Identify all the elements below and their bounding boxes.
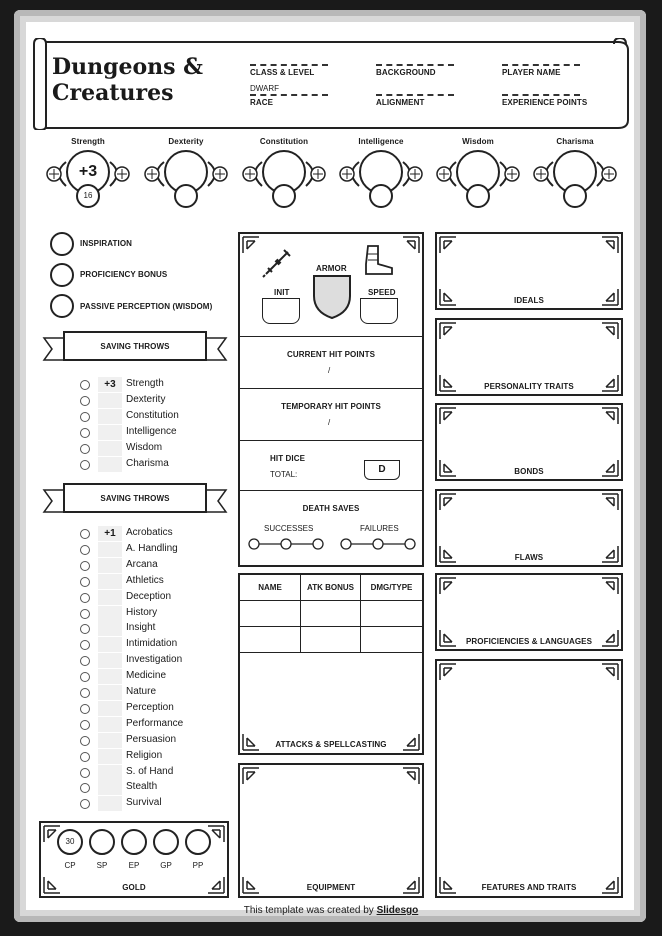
success-circle[interactable] xyxy=(313,539,323,549)
skills-list xyxy=(80,526,260,816)
row-name: Acrobatics xyxy=(126,527,173,538)
corner-ornament xyxy=(601,236,619,254)
background-line xyxy=(376,64,454,66)
ideals-box[interactable] xyxy=(435,232,623,310)
divider xyxy=(240,336,422,337)
title-line-1: Dungeons & xyxy=(52,54,204,80)
proficiency-dot[interactable] xyxy=(80,529,90,539)
row-value[interactable] xyxy=(98,606,122,621)
row-name: History xyxy=(126,606,158,618)
coin-circle[interactable] xyxy=(121,829,147,855)
ideals-title: IDEALS xyxy=(514,296,544,305)
row-value[interactable]: +1 xyxy=(98,526,122,541)
saving-throws-list xyxy=(80,377,260,477)
corner-ornament xyxy=(601,288,619,306)
corner-ornament xyxy=(439,493,457,511)
proficiency-circle[interactable] xyxy=(50,263,74,287)
proficiency-dot[interactable] xyxy=(80,656,90,666)
armor-shield[interactable] xyxy=(312,274,352,320)
corner-ornament xyxy=(439,374,457,392)
row-value[interactable] xyxy=(98,425,122,440)
saving-throws-title: SAVING THROWS xyxy=(100,342,170,351)
skill-row[interactable] xyxy=(80,701,260,717)
player-name-line xyxy=(502,64,580,66)
proficiency-dot[interactable] xyxy=(80,609,90,619)
row-name: Performance xyxy=(126,717,184,729)
ability-1 xyxy=(142,134,230,214)
row-value[interactable] xyxy=(98,749,122,764)
coin-1 xyxy=(89,829,115,873)
row-value[interactable] xyxy=(98,457,122,472)
personality-box[interactable] xyxy=(435,318,623,396)
row-value[interactable] xyxy=(98,574,122,589)
row-name: Dexterity xyxy=(126,394,166,405)
ability-score[interactable] xyxy=(174,184,198,208)
corner-ornament xyxy=(43,876,61,894)
corner-ornament xyxy=(242,876,260,894)
inspiration-label: INSPIRATION xyxy=(80,239,133,248)
row-name: Constitution xyxy=(126,410,179,421)
sheet-title xyxy=(52,54,203,106)
row-value[interactable] xyxy=(98,717,122,732)
skill-row[interactable] xyxy=(80,590,260,606)
skill-row[interactable] xyxy=(80,765,260,781)
row-value[interactable] xyxy=(98,637,122,652)
proficiency-dot[interactable] xyxy=(80,428,90,438)
bonds-title: BONDS xyxy=(514,467,544,476)
corner-ornament xyxy=(439,545,457,563)
proficiency-dot[interactable] xyxy=(80,688,90,698)
speed-label: SPEED xyxy=(368,288,396,297)
speed-box[interactable] xyxy=(360,298,398,324)
flaws-box[interactable] xyxy=(435,489,623,567)
coin-label: EP xyxy=(128,861,140,870)
proficiency-dot[interactable] xyxy=(80,768,90,778)
title-line-2: Creatures xyxy=(52,80,174,106)
proficiency-dot[interactable] xyxy=(80,561,90,571)
bonds-box[interactable] xyxy=(435,403,623,481)
skill-row[interactable] xyxy=(80,637,260,653)
failure-circle[interactable] xyxy=(373,539,383,549)
proficiency-dot[interactable] xyxy=(80,577,90,587)
combat-box xyxy=(238,232,424,567)
background-label: BACKGROUND xyxy=(376,68,436,77)
skill-row[interactable] xyxy=(80,574,260,590)
features-title: FEATURES AND TRAITS xyxy=(481,883,577,892)
proficiency-dot[interactable] xyxy=(80,672,90,682)
proficiency-dot[interactable] xyxy=(80,783,90,793)
row-value[interactable] xyxy=(98,780,122,795)
proficiency-dot[interactable] xyxy=(80,396,90,406)
proficiency-dot[interactable] xyxy=(80,545,90,555)
row-name: Charisma xyxy=(126,458,169,469)
attacks-title: ATTACKS & SPELLCASTING xyxy=(275,740,387,749)
row-name: Insight xyxy=(126,622,156,634)
footer xyxy=(0,905,662,916)
divider xyxy=(240,388,422,389)
row-value[interactable] xyxy=(98,701,122,716)
ability-name: Dexterity xyxy=(168,137,204,146)
temp-hp-label: TEMPORARY HIT POINTS xyxy=(281,402,381,411)
skill-row[interactable] xyxy=(80,669,260,685)
passive-label: PASSIVE PERCEPTION (WISDOM) xyxy=(80,302,213,311)
row-name: S. of Hand xyxy=(126,765,174,777)
row-name: Arcana xyxy=(126,558,158,570)
skill-row[interactable] xyxy=(80,558,260,574)
skills-title: SAVING THROWS xyxy=(100,494,170,503)
proficiency-dot[interactable] xyxy=(80,736,90,746)
corner-ornament xyxy=(439,876,457,894)
corner-ornament xyxy=(439,407,457,425)
row-name: Survival xyxy=(126,797,162,809)
skill-row[interactable] xyxy=(80,780,260,796)
coin-circle[interactable] xyxy=(153,829,179,855)
proficiency-dot[interactable] xyxy=(80,640,90,650)
row-value[interactable] xyxy=(98,669,122,684)
coin-label: GP xyxy=(160,861,172,870)
corner-ornament xyxy=(601,545,619,563)
race-label: RACE xyxy=(250,98,274,107)
coin-3 xyxy=(153,829,179,873)
ability-name: Charisma xyxy=(556,137,594,146)
ability-name: Constitution xyxy=(259,137,309,146)
coin-circle[interactable]: 30 xyxy=(57,829,83,855)
skill-row[interactable] xyxy=(80,542,260,558)
skill-row[interactable] xyxy=(80,606,260,622)
ability-score[interactable] xyxy=(272,184,296,208)
corner-ornament xyxy=(207,825,225,843)
row-name: Intelligence xyxy=(126,426,177,437)
gold-box xyxy=(39,821,229,898)
corner-ornament xyxy=(601,322,619,340)
race-value: DWARF xyxy=(250,84,280,93)
corner-ornament xyxy=(43,825,61,843)
skill-row[interactable] xyxy=(80,685,260,701)
row-value[interactable] xyxy=(98,409,122,424)
ability-2 xyxy=(240,134,328,214)
attack-cell[interactable] xyxy=(361,601,422,627)
armor-label: ARMOR xyxy=(316,264,347,273)
proficiencies-box[interactable] xyxy=(435,573,623,651)
failure-circle[interactable] xyxy=(341,539,351,549)
skill-row[interactable] xyxy=(80,653,260,669)
corner-ornament xyxy=(402,767,420,785)
row-value[interactable] xyxy=(98,685,122,700)
row-name: Intimidation xyxy=(126,638,178,650)
corner-ornament xyxy=(439,663,457,681)
proficiency-dot[interactable] xyxy=(80,444,90,454)
coin-label: CP xyxy=(64,861,76,870)
death-save-tracks xyxy=(240,536,422,552)
row-name: Athletics xyxy=(126,574,164,586)
corner-ornament xyxy=(439,322,457,340)
row-name: Strength xyxy=(126,378,164,389)
alignment-label: ALIGNMENT xyxy=(376,98,425,107)
hit-dice-label: HIT DICE xyxy=(270,454,306,463)
current-hp-slash[interactable]: / xyxy=(328,366,331,375)
corner-ornament xyxy=(207,876,225,894)
inspiration-circle[interactable] xyxy=(50,232,74,256)
corner-ornament xyxy=(601,493,619,511)
init-box[interactable] xyxy=(262,298,300,324)
passive-circle[interactable] xyxy=(50,294,74,318)
death-saves-label: DEATH SAVES xyxy=(302,504,360,513)
row-name: A. Handling xyxy=(126,542,178,554)
corner-ornament xyxy=(439,459,457,477)
player-name-label: PLAYER NAME xyxy=(502,68,561,77)
skill-row[interactable] xyxy=(80,621,260,637)
attack-cell[interactable] xyxy=(240,627,301,653)
experience-line xyxy=(502,94,580,96)
proficiency-dot[interactable] xyxy=(80,720,90,730)
proficiency-dot[interactable] xyxy=(80,752,90,762)
row-value[interactable] xyxy=(98,733,122,748)
corner-ornament xyxy=(601,577,619,595)
row-value[interactable] xyxy=(98,441,122,456)
row-value[interactable] xyxy=(98,765,122,780)
corner-ornament xyxy=(242,767,260,785)
skill-row[interactable] xyxy=(80,749,260,765)
proficiency-dot[interactable] xyxy=(80,412,90,422)
success-circle[interactable] xyxy=(249,539,259,549)
proficiency-label: PROFICIENCY BONUS xyxy=(80,270,168,279)
corner-ornament xyxy=(601,459,619,477)
row-value[interactable] xyxy=(98,542,122,557)
failures-label: FAILURES xyxy=(360,524,399,533)
corner-ornament xyxy=(402,733,420,751)
proficiency-dot[interactable] xyxy=(80,624,90,634)
ability-0 xyxy=(44,134,132,214)
row-name: Nature xyxy=(126,686,157,697)
saving-throw-row[interactable] xyxy=(80,441,260,457)
row-value[interactable]: +3 xyxy=(98,377,122,392)
coin-2 xyxy=(121,829,147,873)
temp-hp-slash[interactable]: / xyxy=(328,418,331,427)
corner-ornament xyxy=(439,288,457,306)
corner-ornament xyxy=(402,876,420,894)
failure-circle[interactable] xyxy=(405,539,415,549)
proficiencies-title: PROFICIENCIES & LANGUAGES xyxy=(465,637,593,646)
skill-row[interactable] xyxy=(80,796,260,812)
experience-label: EXPERIENCE POINTS xyxy=(502,98,588,107)
ability-4 xyxy=(434,134,522,214)
footer-link[interactable]: Slidesgo xyxy=(376,905,419,916)
ability-5 xyxy=(531,134,619,214)
class-level-line xyxy=(250,64,328,66)
row-name: Investigation xyxy=(126,654,183,666)
attack-cell[interactable] xyxy=(361,627,422,653)
personality-title: PERSONALITY TRAITS xyxy=(484,382,574,391)
coin-circle[interactable] xyxy=(89,829,115,855)
attacks-box xyxy=(238,573,424,755)
divider xyxy=(240,440,422,441)
corner-ornament xyxy=(439,577,457,595)
row-value[interactable] xyxy=(98,590,122,605)
row-name: Persuasion xyxy=(126,733,177,745)
attack-cell[interactable] xyxy=(301,627,361,653)
ability-name: Intelligence xyxy=(358,137,404,146)
attack-header-name: NAME xyxy=(240,575,301,601)
footer-text: This template was created by xyxy=(243,905,377,916)
corner-ornament xyxy=(242,733,260,751)
saving-throw-row[interactable] xyxy=(80,457,260,473)
ability-name: Strength xyxy=(71,137,105,146)
attack-header-dmg: DMG/TYPE xyxy=(361,575,422,601)
attack-header-bonus: ATK BONUS xyxy=(301,575,361,601)
coin-label: SP xyxy=(96,861,108,870)
sword-icon xyxy=(262,248,298,278)
class-level-label: CLASS & LEVEL xyxy=(250,68,315,77)
ability-name: Wisdom xyxy=(462,137,494,146)
corner-ornament xyxy=(439,236,457,254)
row-value[interactable] xyxy=(98,796,122,811)
ability-score[interactable] xyxy=(563,184,587,208)
saving-throws-banner xyxy=(40,330,230,366)
divider xyxy=(240,490,422,491)
proficiency-dot[interactable] xyxy=(80,704,90,714)
race-line xyxy=(250,94,328,96)
ability-score[interactable] xyxy=(369,184,393,208)
corner-ornament xyxy=(402,236,420,254)
proficiency-dot[interactable] xyxy=(80,380,90,390)
corner-ornament xyxy=(601,407,619,425)
skill-row[interactable] xyxy=(80,526,260,542)
successes-label: SUCCESSES xyxy=(264,524,314,533)
equipment-box[interactable] xyxy=(238,763,424,898)
row-name: Religion xyxy=(126,749,163,761)
row-name: Deception xyxy=(126,590,172,602)
hit-dice-total: TOTAL: xyxy=(270,470,298,479)
features-box[interactable] xyxy=(435,659,623,898)
ability-3 xyxy=(337,134,425,214)
corner-ornament xyxy=(242,236,260,254)
saving-throw-row[interactable] xyxy=(80,425,260,441)
current-hp-label: CURRENT HIT POINTS xyxy=(286,350,376,359)
corner-ornament xyxy=(439,629,457,647)
row-value[interactable] xyxy=(98,653,122,668)
row-value[interactable] xyxy=(98,558,122,573)
saving-throw-row[interactable] xyxy=(80,409,260,425)
hit-dice-box[interactable]: D xyxy=(364,460,400,480)
row-value[interactable] xyxy=(98,621,122,636)
attack-cell[interactable] xyxy=(240,601,301,627)
corner-ornament xyxy=(601,629,619,647)
coin-label: PP xyxy=(192,861,204,870)
skills-banner xyxy=(40,482,230,518)
proficiency-dot[interactable] xyxy=(80,593,90,603)
alignment-line xyxy=(376,94,454,96)
skill-row[interactable] xyxy=(80,717,260,733)
skill-row[interactable] xyxy=(80,733,260,749)
success-circle[interactable] xyxy=(281,539,291,549)
corner-ornament xyxy=(601,876,619,894)
ability-score[interactable]: 16 xyxy=(76,184,100,208)
flaws-title: FLAWS xyxy=(514,553,544,562)
init-label: INIT xyxy=(274,288,290,297)
row-name: Wisdom xyxy=(126,442,163,453)
gold-title: GOLD xyxy=(122,883,146,892)
ability-score[interactable] xyxy=(466,184,490,208)
saving-throw-row[interactable] xyxy=(80,393,260,409)
proficiency-dot[interactable] xyxy=(80,460,90,470)
row-name: Stealth xyxy=(126,781,158,793)
corner-ornament xyxy=(601,374,619,392)
corner-ornament xyxy=(601,663,619,681)
attack-cell[interactable] xyxy=(301,601,361,627)
ability-modifier[interactable]: +3 xyxy=(66,150,110,194)
row-name: Medicine xyxy=(126,670,167,682)
proficiency-dot[interactable] xyxy=(80,799,90,809)
row-name: Perception xyxy=(126,701,174,713)
row-value[interactable] xyxy=(98,393,122,408)
saving-throw-row[interactable] xyxy=(80,377,260,393)
boot-icon xyxy=(360,244,396,278)
equipment-title: EQUIPMENT xyxy=(306,883,356,892)
